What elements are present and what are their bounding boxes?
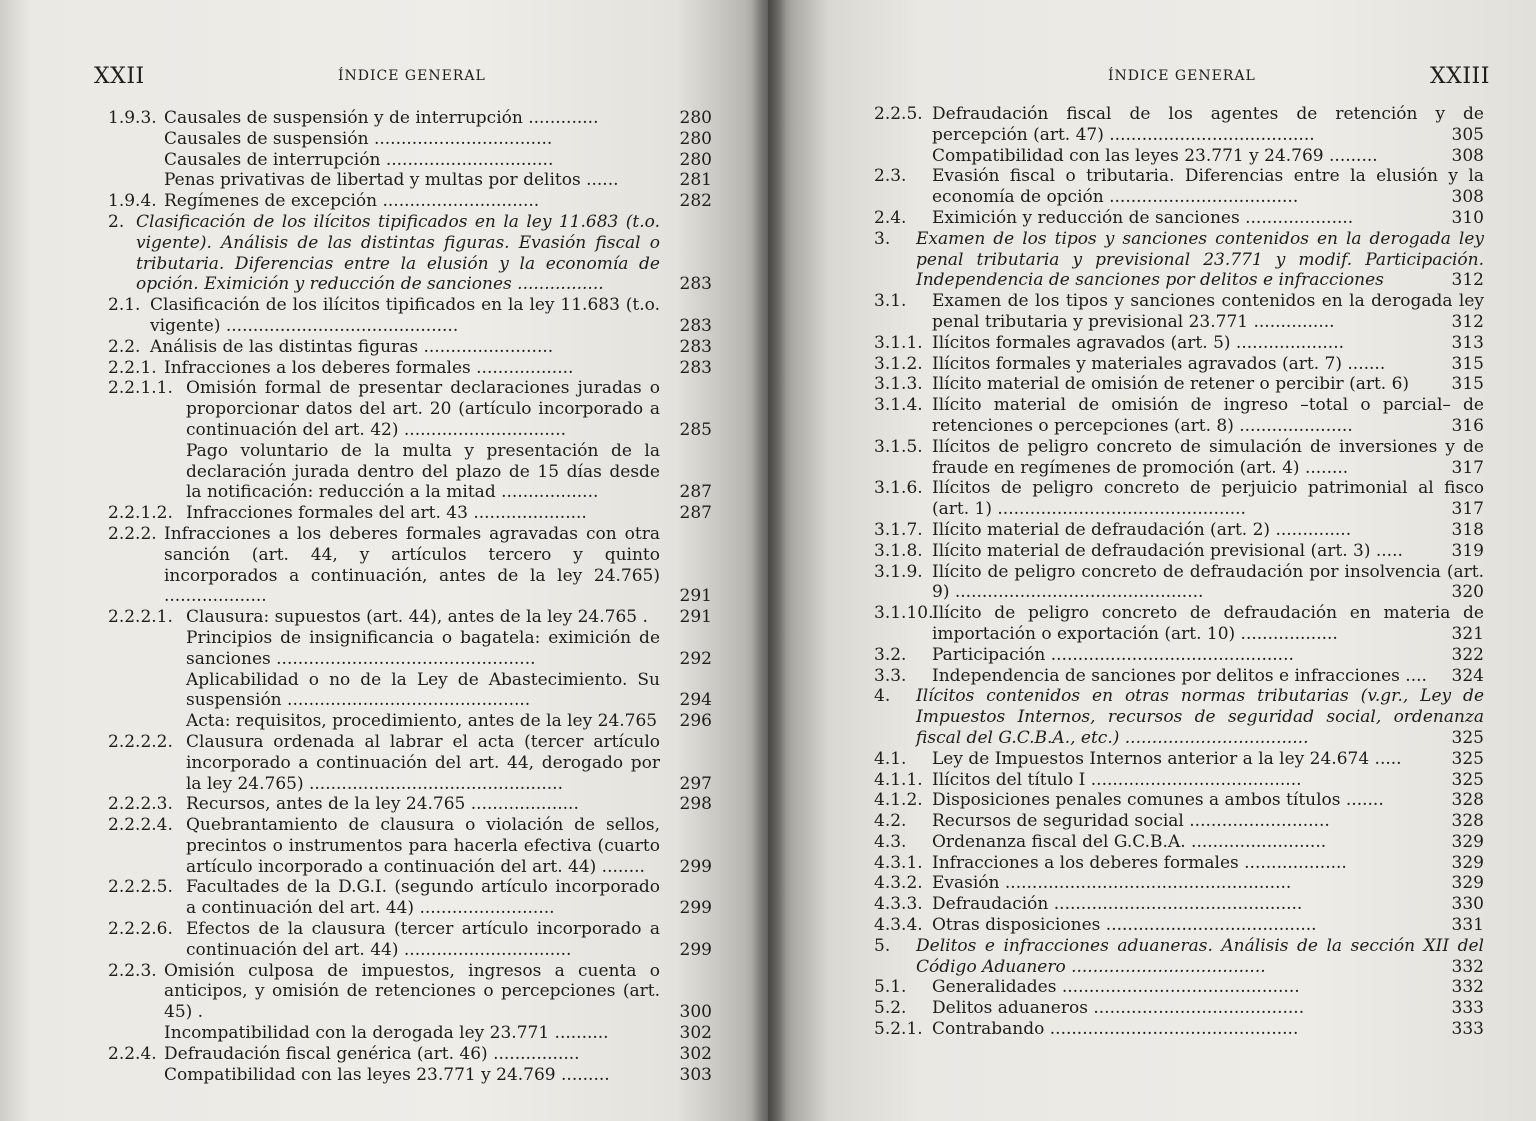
toc-entry <box>874 915 1484 936</box>
entry-title: Clausura: supuestos (art. 44), antes de la ley 24.765 . <box>186 607 648 628</box>
entry-number: 3.1.10. <box>874 603 934 624</box>
toc-entry <box>874 166 1484 208</box>
entry-page: 332 <box>1451 956 1484 977</box>
entry-page: 282 <box>679 191 712 212</box>
entry-page: 308 <box>1451 145 1484 166</box>
toc-entry <box>108 794 712 815</box>
toc-entry <box>874 749 1484 770</box>
entry-title: Causales de suspensión y de interrupción ............. <box>164 108 599 128</box>
entry-number: 5.2.1. <box>874 1019 923 1040</box>
entry-title: Regímenes de excepción ............................. <box>164 191 540 212</box>
entry-page: 325 <box>1451 769 1484 790</box>
entry-number: 2.2.2.2. <box>108 731 173 752</box>
entry-page: 291 <box>679 607 712 628</box>
entry-title: Omisión culposa de impuestos, ingresos a cuenta o anticipos, y omisión de retenciones o percepciones (art. 45) . <box>164 960 660 1023</box>
toc-entry <box>874 291 1484 333</box>
entry-title: Defraudación fiscal genérica (art. 46) ................ <box>164 1043 580 1064</box>
toc-entry <box>108 524 712 607</box>
entry-title: Independencia de sanciones por delitos e infracciones .... <box>932 665 1427 686</box>
toc-entry <box>874 832 1484 853</box>
toc-entry <box>874 645 1484 666</box>
entry-title: Participación ............................................. <box>932 644 1294 665</box>
toc-entry <box>874 520 1484 541</box>
toc-entry <box>874 894 1484 915</box>
entry-number: 2. <box>108 211 125 232</box>
entry-title: Evasión ..................................................... <box>932 873 1292 894</box>
toc-entry <box>108 212 712 295</box>
entry-title: Compatibilidad con las leyes 23.771 y 24.769 ......... <box>932 145 1378 166</box>
toc-entry <box>108 1023 712 1044</box>
entry-page: 321 <box>1451 623 1484 644</box>
toc-entry <box>108 150 712 171</box>
entry-number: 2.1. <box>108 295 141 316</box>
entry-number: 3.1.2. <box>874 353 923 374</box>
toc-entry <box>874 770 1484 791</box>
page-number: XXIII <box>1430 64 1490 89</box>
entry-page: 317 <box>1451 499 1484 520</box>
entry-page: 322 <box>1451 644 1484 665</box>
entry-number: 4. <box>874 686 891 707</box>
entry-title: Ilícito material de defraudación (art. 2) .............. <box>932 519 1352 540</box>
entry-page: 310 <box>1451 207 1484 228</box>
toc-entry <box>108 1044 712 1065</box>
entry-number: 2.4. <box>874 207 907 228</box>
entry-title: Principios de insignificancia o bagatela: eximición de sanciones ................................................ <box>186 627 660 669</box>
entry-page: 312 <box>1451 270 1484 291</box>
entry-page: 328 <box>1451 790 1484 811</box>
entry-page: 299 <box>679 856 712 877</box>
entry-page: 313 <box>1451 332 1484 353</box>
entry-title: Clausura ordenada al labrar el acta (tercer artículo incorporado a continuación del art. 44, derogado por la ley 24.765) ............................................... <box>186 731 660 794</box>
entry-page: 292 <box>679 648 712 669</box>
toc-entry <box>874 666 1484 687</box>
entry-title: Otras disposiciones ....................................... <box>932 915 1317 936</box>
entry-page: 305 <box>1451 124 1484 145</box>
toc-list <box>874 104 1484 1040</box>
entry-title: Defraudación .............................................. <box>932 894 1303 915</box>
entry-page: 298 <box>679 794 712 815</box>
entry-title: Pago voluntario de la multa y presentación de la declaración jurada dentro del plazo de 15 días desde la notificación: reducción a la mitad .................. <box>186 440 660 503</box>
entry-number: 2.2.2.1. <box>108 607 173 628</box>
entry-page: 329 <box>1451 852 1484 873</box>
entry-title: Efectos de la clausura (tercer artículo incorporado a continuación del art. 44) ............................... <box>186 919 660 960</box>
toc-entry <box>108 108 712 129</box>
entry-page: 280 <box>679 149 712 170</box>
toc-entry <box>874 146 1484 167</box>
toc-entry <box>874 998 1484 1019</box>
toc-entry <box>108 877 712 919</box>
entry-number: 3.1.9. <box>874 561 923 582</box>
entry-number: 2.2. <box>108 336 141 357</box>
entry-page: 315 <box>1451 353 1484 374</box>
entry-title: Ilícito material de defraudación previsional (art. 3) ..... <box>932 540 1403 561</box>
toc-entry <box>108 628 712 670</box>
toc-entry <box>874 1019 1484 1040</box>
book-gutter <box>752 0 786 1121</box>
entry-title: Clasificación de los ilícitos tipificados en la ley 11.683 (t.o. vigente) ........................................... <box>150 295 660 336</box>
entry-page: 300 <box>679 1002 712 1023</box>
toc-entry <box>108 607 712 628</box>
entry-page: 294 <box>679 690 712 711</box>
entry-title: Acta: requisitos, procedimiento, antes de la ley 24.765 <box>186 711 658 732</box>
entry-title: Causales de suspensión ................................. <box>164 128 553 149</box>
entry-number: 5.1. <box>874 977 907 998</box>
entry-number: 3.1.4. <box>874 395 923 416</box>
entry-page: 319 <box>1451 540 1484 561</box>
entry-number: 4.3.4. <box>874 915 923 936</box>
toc-entry <box>108 961 712 1023</box>
entry-title: Evasión fiscal o tributaria. Diferencias entre la elusión y la economía de opción ................................... <box>932 166 1484 208</box>
entry-page: 324 <box>1451 665 1484 686</box>
entry-title: Ilícito material de omisión de retener o percibir (art. 6) <box>932 374 1410 395</box>
entry-number: 2.2.1.2. <box>108 503 173 524</box>
entry-page: 329 <box>1451 873 1484 894</box>
entry-number: 3.1.5. <box>874 436 923 457</box>
entry-number: 1.9.3. <box>108 108 157 128</box>
entry-title: Delitos aduaneros ....................................... <box>932 998 1305 1019</box>
toc-entry <box>874 811 1484 832</box>
toc-entry <box>108 358 712 379</box>
entry-title: Contrabando .............................................. <box>932 1019 1299 1040</box>
toc-entry <box>874 437 1484 479</box>
entry-number: 3.1. <box>874 291 907 312</box>
entry-number: 2.3. <box>874 166 907 187</box>
entry-page: 303 <box>679 1064 712 1085</box>
toc-entry <box>108 378 712 440</box>
entry-title: Quebrantamiento de clausura o violación de sellos, precintos o instrumentos para hacerla efectiva (cuarto artículo incorporado a continuación del art. 44) ........ <box>186 815 660 877</box>
toc-entry <box>108 1065 712 1086</box>
entry-page: 297 <box>679 773 712 794</box>
toc-entry <box>874 603 1484 645</box>
toc-entry <box>108 191 712 212</box>
entry-number: 5.2. <box>874 998 907 1019</box>
toc-entry <box>874 354 1484 375</box>
entry-page: 302 <box>679 1043 712 1064</box>
entry-title: Examen de los tipos y sanciones contenidos en la derogada ley penal tributaria y previsional 23.771 ............... <box>932 291 1484 332</box>
entry-title: Causales de interrupción ............................... <box>164 149 554 170</box>
toc-entry <box>874 853 1484 874</box>
entry-title: Aplicabilidad o no de la Ley de Abastecimiento. Su suspensión ............................................. <box>186 669 660 711</box>
entry-number: 2.2.1. <box>108 357 157 378</box>
entry-title: Ilícito de peligro concreto de defraudación por insolvencia (art. 9) .............................................. <box>932 561 1484 603</box>
entry-number: 2.2.5. <box>874 104 923 124</box>
entry-title: Infracciones a los deberes formales ................... <box>932 852 1347 873</box>
entry-title: Ilícitos contenidos en otras normas tributarias (v.gr., Ley de Impuestos Internos, recursos de seguridad social, ordenanza fiscal del G.C.B.A., etc.) .................................. <box>916 686 1484 748</box>
page-number: XXII <box>94 64 145 89</box>
entry-title: Ley de Impuestos Internos anterior a la ley 24.674 ..... <box>932 748 1402 769</box>
toc-entry <box>874 104 1484 146</box>
entry-number: 2.2.1.1. <box>108 378 173 399</box>
entry-title: Defraudación fiscal de los agentes de retención y de percepción (art. 47) ...................................... <box>932 104 1484 145</box>
entry-number: 3.1.1. <box>874 332 923 353</box>
toc-entry <box>874 478 1484 520</box>
toc-entry <box>108 337 712 358</box>
entry-page: 320 <box>1451 582 1484 603</box>
entry-title: Facultades de la D.G.I. (segundo artículo incorporado a continuación del art. 44) ......................... <box>186 877 660 919</box>
entry-title: Ilícitos de peligro concreto de perjuicio patrimonial al fisco (art. 1) .............................................. <box>932 478 1484 520</box>
entry-page: 329 <box>1451 831 1484 852</box>
entry-number: 4.3.3. <box>874 894 923 915</box>
toc-entry <box>874 873 1484 894</box>
toc-entry <box>108 815 712 877</box>
toc-entry <box>874 374 1484 395</box>
toc-entry <box>874 790 1484 811</box>
entry-title: Delitos e infracciones aduaneras. Análisis de la sección XII del Código Aduanero .................................... <box>916 935 1484 977</box>
entry-page: 318 <box>1451 519 1484 540</box>
toc-entry <box>108 129 712 150</box>
entry-page: 316 <box>1451 415 1484 436</box>
entry-page: 285 <box>679 419 712 440</box>
entry-number: 4.3. <box>874 831 907 852</box>
entry-page: 312 <box>1451 311 1484 332</box>
toc-entry <box>108 732 712 794</box>
toc-entry <box>874 562 1484 604</box>
entry-page: 281 <box>679 170 712 191</box>
entry-number: 3. <box>874 228 891 249</box>
entry-page: 283 <box>679 315 712 336</box>
toc-entry <box>874 395 1484 437</box>
entry-page: 287 <box>679 503 712 524</box>
entry-title: Incompatibilidad con la derogada ley 23.771 .......... <box>164 1023 609 1044</box>
entry-title: Eximición y reducción de sanciones .................... <box>932 207 1354 228</box>
entry-page: 328 <box>1451 811 1484 832</box>
entry-page: 280 <box>679 108 712 128</box>
entry-title: Compatibilidad con las leyes 23.771 y 24.769 ......... <box>164 1064 610 1085</box>
entry-page: 296 <box>679 711 712 732</box>
entry-page: 280 <box>679 128 712 149</box>
entry-title: Examen de los tipos y sanciones contenidos en la derogada ley penal tributaria y previsional 23.771 y modif. Participación. Independencia de sanciones por delitos e infracciones <box>916 228 1484 291</box>
entry-page: 287 <box>679 482 712 503</box>
entry-page: 283 <box>679 336 712 357</box>
entry-number: 2.2.2.5. <box>108 877 173 898</box>
entry-page: 299 <box>679 939 712 960</box>
entry-title: Infracciones formales del art. 43 ..................... <box>186 503 587 524</box>
entry-number: 3.3. <box>874 665 907 686</box>
entry-number: 3.2. <box>874 644 907 665</box>
entry-number: 2.2.2. <box>108 523 157 544</box>
entry-title: Ilícitos formales agravados (art. 5) .................... <box>932 332 1345 353</box>
entry-title: Disposiciones penales comunes a ambos títulos ....... <box>932 790 1384 811</box>
toc-entry <box>108 441 712 503</box>
toc-entry <box>874 541 1484 562</box>
entry-title: Ilícito de peligro concreto de defraudación en materia de importación o exportación (art. 10) .................. <box>932 603 1484 644</box>
entry-page: 332 <box>1451 977 1484 998</box>
entry-number: 5. <box>874 935 891 956</box>
toc-entry <box>108 919 712 961</box>
entry-number: 3.1.7. <box>874 519 923 540</box>
toc-list <box>108 108 712 1085</box>
entry-page: 317 <box>1451 457 1484 478</box>
toc-entry <box>108 170 712 191</box>
entry-page: 333 <box>1451 1019 1484 1040</box>
entry-title: Penas privativas de libertad y multas por delitos ...... <box>164 170 619 191</box>
entry-title: Infracciones a los deberes formales agravadas con otra sanción (art. 44, y artículos tercero y quinto incorporados a continuación, antes de la ley 24.765) ................... <box>164 523 660 607</box>
entry-number: 2.2.2.6. <box>108 919 173 940</box>
entry-page: 299 <box>679 898 712 919</box>
entry-title: Infracciones a los deberes formales .................. <box>164 357 574 378</box>
entry-title: Ilícitos de peligro concreto de simulación de inversiones y de fraude en regímenes de promoción (art. 4) ........ <box>932 436 1484 478</box>
entry-page: 330 <box>1451 894 1484 915</box>
toc-entry <box>874 686 1484 748</box>
entry-title: Ilícitos formales y materiales agravados (art. 7) ....... <box>932 353 1386 374</box>
toc-entry <box>874 936 1484 978</box>
entry-number: 3.1.6. <box>874 478 923 499</box>
entry-number: 1.9.4. <box>108 191 157 212</box>
entry-number: 2.2.4. <box>108 1043 157 1064</box>
entry-page: 283 <box>679 357 712 378</box>
entry-page: 325 <box>1451 748 1484 769</box>
toc-entry <box>874 333 1484 354</box>
entry-title: Recursos, antes de la ley 24.765 .................... <box>186 794 579 815</box>
entry-number: 2.2.3. <box>108 960 157 981</box>
entry-number: 4.2. <box>874 811 907 832</box>
running-header: ÍNDICE GENERAL <box>1108 68 1256 84</box>
running-header: ÍNDICE GENERAL <box>338 68 486 84</box>
entry-page: 283 <box>679 274 712 295</box>
entry-title: Análisis de las distintas figuras ........................ <box>150 336 554 357</box>
entry-title: Ordenanza fiscal del G.C.B.A. ......................... <box>932 831 1327 852</box>
entry-number: 2.2.2.4. <box>108 815 173 836</box>
entry-title: Ilícitos del título I ....................................... <box>932 769 1302 790</box>
entry-page: 302 <box>679 1023 712 1044</box>
entry-title: Clasificación de los ilícitos tipificados en la ley 11.683 (t.o. vigente). Análisis de las distintas figuras. Evasión fiscal o tributaria. Diferencias entre la elusión y la economía de opción. Eximición y reducción de sanciones ................ <box>136 211 660 295</box>
entry-number: 3.1.8. <box>874 540 923 561</box>
entry-number: 4.1.1. <box>874 769 923 790</box>
toc-entry <box>108 295 712 337</box>
toc-entry <box>874 229 1484 291</box>
entry-number: 2.2.2.3. <box>108 794 173 815</box>
entry-page: 308 <box>1451 187 1484 208</box>
entry-title: Omisión formal de presentar declaraciones juradas o proporcionar datos del art. 20 (artículo incorporado a continuación del art. 42) .............................. <box>186 378 660 440</box>
entry-title: Generalidades ............................................ <box>932 977 1300 998</box>
entry-page: 333 <box>1451 998 1484 1019</box>
entry-number: 4.3.2. <box>874 873 923 894</box>
entry-title: Ilícito material de omisión de ingreso –total o parcial– de retenciones o percepciones (art. 8) ..................... <box>932 395 1484 436</box>
toc-entry <box>874 208 1484 229</box>
entry-title: Recursos de seguridad social .......................... <box>932 811 1330 832</box>
entry-page: 325 <box>1451 727 1484 748</box>
entry-page: 331 <box>1451 915 1484 936</box>
toc-entry <box>108 711 712 732</box>
toc-entry <box>108 503 712 524</box>
toc-entry <box>108 670 712 712</box>
entry-page: 315 <box>1451 374 1484 395</box>
entry-number: 4.1.2. <box>874 790 923 811</box>
entry-number: 4.3.1. <box>874 852 923 873</box>
entry-page: 291 <box>679 586 712 607</box>
entry-number: 3.1.3. <box>874 374 923 395</box>
toc-entry <box>874 977 1484 998</box>
entry-number: 4.1. <box>874 748 907 769</box>
